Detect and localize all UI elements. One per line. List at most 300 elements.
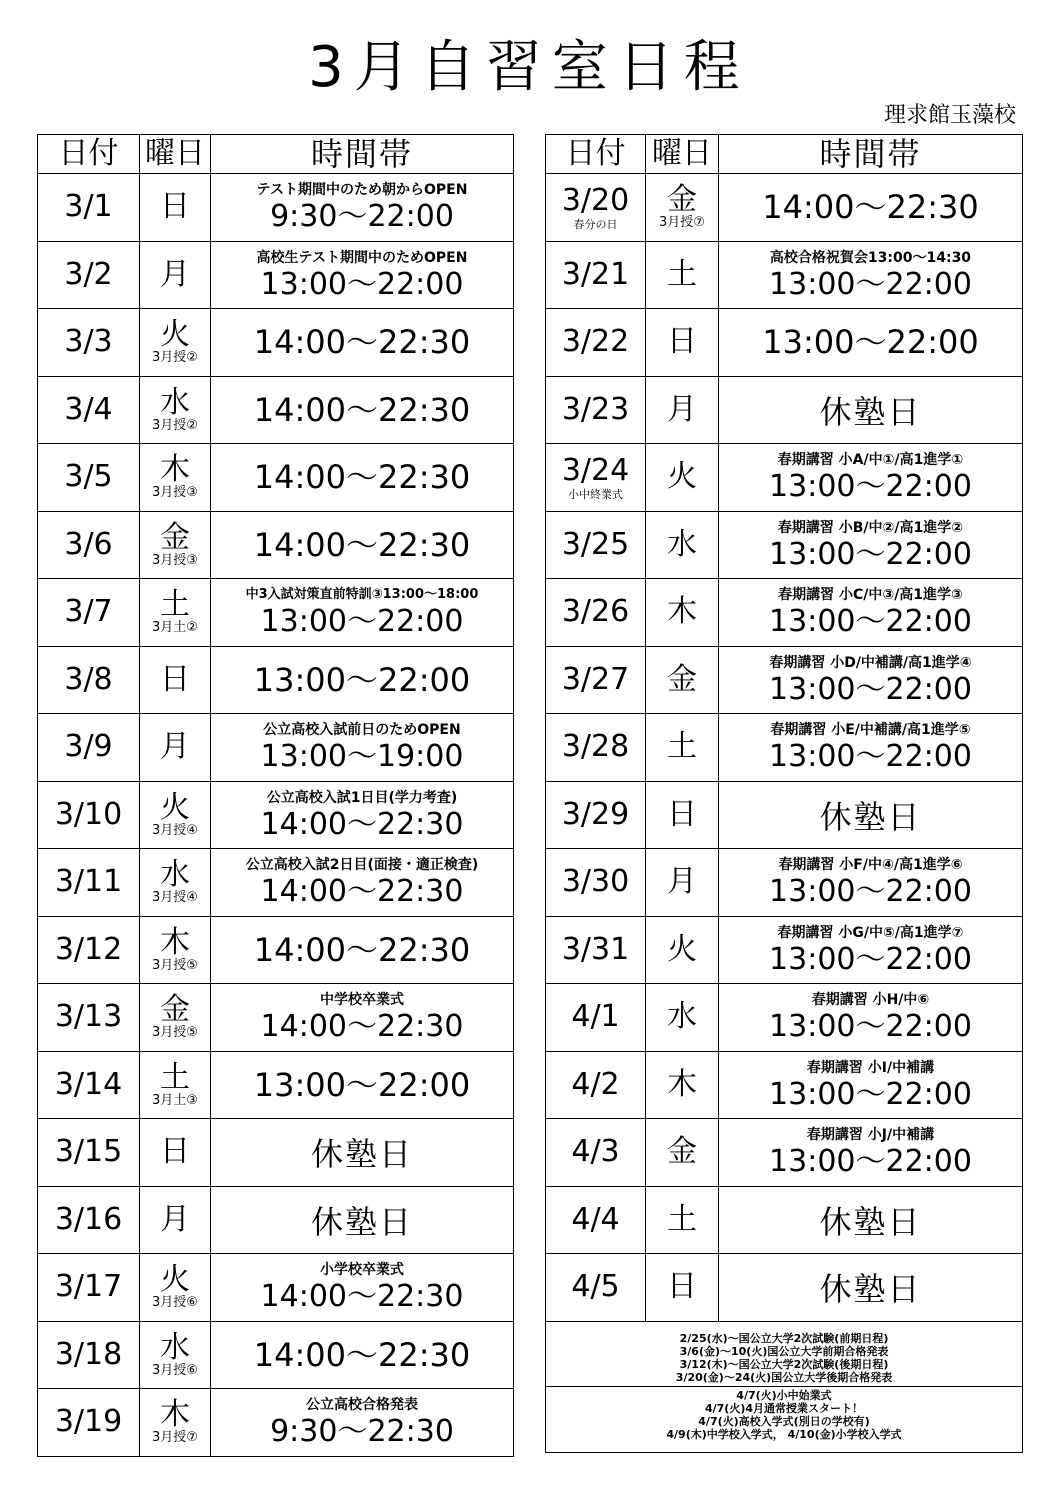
date-cell	[546, 309, 646, 377]
schedule-row	[38, 1254, 514, 1322]
weekday-cell	[140, 241, 211, 309]
weekday-cell	[140, 984, 211, 1052]
weekday: 月	[160, 1201, 190, 1237]
date-event: 小中終業式	[568, 487, 623, 501]
date: 3/17	[54, 1269, 123, 1305]
time-cell	[719, 1254, 1023, 1322]
time-range: 13:00～22:00	[769, 536, 972, 572]
note-line: 2/25(水)～国公立大学2次試験(前期日程)	[679, 1332, 889, 1345]
date-cell	[546, 646, 646, 714]
schedule-row	[546, 241, 1023, 309]
weekday: 火	[160, 317, 190, 353]
class-session: 3月授④	[152, 890, 198, 906]
schedule-row	[546, 444, 1023, 512]
time-range: 13:00～22:00	[769, 469, 972, 505]
date-cell	[546, 1186, 646, 1254]
weekday-cell	[140, 579, 211, 647]
notes-cell	[546, 1321, 1023, 1452]
time-range: 14:00～22:30	[253, 458, 471, 497]
weekday: 水	[667, 526, 697, 562]
date: 3/31	[561, 931, 630, 967]
weekday-cell	[140, 376, 211, 444]
time-range: 13:00～22:00	[769, 1144, 972, 1180]
date: 4/5	[571, 1269, 620, 1305]
date-cell	[546, 1051, 646, 1119]
time-range: 13:00～22:00	[253, 660, 471, 699]
time-range: 13:00～22:00	[769, 604, 972, 640]
time-cell	[211, 916, 514, 984]
weekday: 日	[160, 661, 190, 697]
schedule-row	[546, 1186, 1023, 1254]
weekday: 火	[160, 1262, 190, 1298]
exam-notes	[546, 1330, 1022, 1386]
schedule-row	[38, 646, 514, 714]
time-note: 公立高校合格発表	[306, 1397, 418, 1414]
weekday-cell	[140, 916, 211, 984]
date-event: 春分の日	[573, 217, 618, 231]
page-title: 3月自習室日程	[308, 35, 750, 100]
date: 3/9	[64, 729, 113, 765]
date: 3/20	[561, 182, 630, 218]
time-range: 13:00～22:00	[260, 266, 464, 302]
time-range: 14:00～22:30	[260, 874, 464, 910]
date: 3/26	[561, 594, 630, 630]
class-session: 3月授⑥	[152, 1295, 198, 1311]
schedule-row	[546, 714, 1023, 782]
class-session: 3月授⑤	[152, 1025, 198, 1041]
schedule-row	[546, 916, 1023, 984]
date: 3/15	[54, 1134, 123, 1170]
time-note: 春期講習 小E/中補講/高1進学⑤	[770, 722, 971, 739]
time-cell	[719, 174, 1023, 242]
date: 3/23	[561, 391, 630, 427]
date-cell	[546, 444, 646, 512]
date-cell	[38, 1321, 140, 1389]
time-range: 13:00～19:00	[260, 739, 464, 775]
weekday: 木	[667, 1066, 697, 1102]
time-cell	[211, 984, 514, 1052]
date-cell	[38, 714, 140, 782]
time-note: 高校生テスト期間中のためOPEN	[256, 249, 468, 266]
weekday: 水	[160, 857, 190, 893]
weekday-cell	[140, 511, 211, 579]
class-session: 3月授②	[152, 350, 198, 366]
date-cell	[546, 984, 646, 1052]
time-cell	[211, 309, 514, 377]
note-line: 4/7(火)小中始業式	[736, 1389, 832, 1402]
date-cell	[38, 1254, 140, 1322]
class-session: 3月授⑤	[152, 957, 198, 973]
weekday-cell	[140, 714, 211, 782]
time-cell	[719, 241, 1023, 309]
weekday: 土	[160, 587, 190, 623]
time-note: 春期講習 小B/中②/高1進学②	[777, 519, 964, 536]
date: 4/3	[571, 1134, 620, 1170]
weekday: 土	[667, 1201, 697, 1237]
schedule-row	[546, 849, 1023, 917]
class-session: 3月授⑦	[152, 1430, 198, 1446]
time-range: 13:00～22:00	[769, 874, 972, 910]
weekday: 金	[667, 1134, 697, 1170]
time-cell	[719, 511, 1023, 579]
weekday-cell	[646, 984, 719, 1052]
time-note: 高校合格祝賀会13:00～14:30	[769, 249, 972, 266]
weekday-cell	[646, 174, 719, 242]
schedule-row	[546, 1119, 1023, 1187]
date-cell	[38, 849, 140, 917]
weekday: 水	[160, 384, 190, 420]
weekday: 木	[160, 452, 190, 488]
weekday: 火	[160, 789, 190, 825]
weekday: 日	[667, 796, 697, 832]
weekday: 日	[667, 324, 697, 360]
date-cell	[546, 511, 646, 579]
schedule-row	[38, 1321, 514, 1389]
time-cell	[211, 1051, 514, 1119]
date-cell	[38, 781, 140, 849]
header-weekday: 曜日	[646, 135, 719, 174]
weekday: 日	[160, 189, 190, 225]
time-range: 14:00～22:30	[253, 1335, 471, 1374]
time-range: 14:00～22:30	[260, 1279, 464, 1315]
weekday-cell	[646, 1186, 719, 1254]
date: 3/14	[54, 1066, 123, 1102]
weekday-cell	[646, 444, 719, 512]
weekday: 月	[160, 256, 190, 292]
date: 3/2	[64, 256, 113, 292]
time-cell	[719, 781, 1023, 849]
time-cell	[211, 376, 514, 444]
date: 3/27	[561, 661, 630, 697]
weekday-cell	[140, 849, 211, 917]
time-note: 中学校卒業式	[320, 992, 404, 1009]
schedule-row	[38, 916, 514, 984]
time-note: 春期講習 小H/中⑥	[811, 992, 930, 1009]
weekday-cell	[646, 849, 719, 917]
schedule-row	[38, 1389, 514, 1457]
date: 3/16	[54, 1201, 123, 1237]
date: 3/4	[64, 391, 113, 427]
time-cell	[719, 1119, 1023, 1187]
time-cell	[719, 444, 1023, 512]
time-cell	[719, 714, 1023, 782]
header-time: 時間帯	[719, 135, 1023, 174]
closed-day: 休塾日	[310, 1135, 413, 1174]
time-range: 13:00～22:00	[769, 1076, 972, 1112]
weekday-cell	[140, 781, 211, 849]
weekday: 木	[667, 594, 697, 630]
schedule-row	[38, 241, 514, 309]
date-cell	[38, 1119, 140, 1187]
weekday: 土	[160, 1059, 190, 1095]
date-cell	[38, 579, 140, 647]
time-note: 中3入試対策直前特訓③13:00～18:00	[245, 587, 479, 603]
weekday: 金	[667, 182, 697, 218]
time-cell	[211, 511, 514, 579]
date: 3/8	[64, 661, 113, 697]
schedule-row	[38, 1119, 514, 1187]
schedule-row	[38, 1051, 514, 1119]
weekday-cell	[140, 1051, 211, 1119]
weekday: 金	[160, 519, 190, 555]
date: 3/29	[561, 796, 630, 832]
schedule-row	[38, 849, 514, 917]
weekday-cell	[140, 174, 211, 242]
weekday-cell	[646, 309, 719, 377]
schedule-row	[546, 646, 1023, 714]
time-cell	[211, 1389, 514, 1457]
time-range: 13:00～22:00	[260, 604, 464, 640]
schedule-row	[546, 1051, 1023, 1119]
date-cell	[546, 714, 646, 782]
time-range: 13:00～22:00	[769, 266, 972, 302]
weekday: 金	[160, 992, 190, 1028]
weekday: 土	[667, 256, 697, 292]
schedule-row	[546, 174, 1023, 242]
schedule-row	[38, 781, 514, 849]
date-cell	[38, 1186, 140, 1254]
weekday: 月	[160, 729, 190, 765]
class-session: 3月土③	[152, 1092, 198, 1108]
weekday-cell	[646, 781, 719, 849]
date: 3/5	[64, 459, 113, 495]
date: 4/4	[571, 1201, 620, 1237]
date: 3/30	[561, 864, 630, 900]
schedule-row	[546, 511, 1023, 579]
weekday-cell	[646, 646, 719, 714]
schedule-row	[38, 714, 514, 782]
weekday: 水	[160, 1329, 190, 1365]
april-notes	[546, 1386, 1022, 1443]
time-range: 14:00～22:30	[253, 323, 471, 362]
schedule-row	[546, 376, 1023, 444]
weekday: 火	[667, 459, 697, 495]
time-cell	[719, 579, 1023, 647]
date: 3/18	[54, 1336, 123, 1372]
schedule-row	[546, 984, 1023, 1052]
weekday-cell	[646, 579, 719, 647]
time-range: 14:00～22:30	[260, 1009, 464, 1045]
class-session: 3月授⑥	[152, 1362, 198, 1378]
time-cell	[719, 1051, 1023, 1119]
closed-day: 休塾日	[819, 1202, 922, 1241]
closed-day: 休塾日	[819, 797, 922, 836]
school-name: 理求館玉藻校	[883, 103, 1016, 128]
date-cell	[38, 174, 140, 242]
date-cell	[38, 241, 140, 309]
weekday-cell	[140, 1186, 211, 1254]
schedule-row	[546, 1254, 1023, 1322]
date: 3/1	[64, 189, 113, 225]
time-range: 9:30～22:00	[270, 199, 454, 235]
date: 3/24	[561, 452, 630, 488]
schedule-row	[38, 1186, 514, 1254]
date: 3/12	[54, 931, 123, 967]
time-note: 春期講習 小C/中③/高1進学③	[778, 587, 963, 604]
date-cell	[38, 511, 140, 579]
weekday: 月	[667, 391, 697, 427]
weekday-cell	[646, 1051, 719, 1119]
weekday: 木	[160, 1397, 190, 1433]
weekday: 火	[667, 931, 697, 967]
date: 3/6	[64, 526, 113, 562]
date: 3/11	[54, 864, 123, 900]
weekday: 金	[667, 661, 697, 697]
time-cell	[211, 781, 514, 849]
time-cell	[211, 174, 514, 242]
weekday-cell	[140, 309, 211, 377]
weekday: 水	[667, 999, 697, 1035]
time-note: 春期講習 小F/中④/高1進学⑥	[778, 857, 963, 874]
date: 3/22	[561, 324, 630, 360]
schedule-row	[38, 309, 514, 377]
time-cell	[211, 646, 514, 714]
time-cell	[211, 1186, 514, 1254]
header-date: 日付	[38, 135, 140, 174]
date: 3/10	[54, 796, 123, 832]
date-cell	[546, 781, 646, 849]
weekday: 木	[160, 924, 190, 960]
note-line: 4/7(火)高校入学式(別日の学校有)	[698, 1415, 870, 1428]
date-cell	[546, 241, 646, 309]
weekday-cell	[140, 1321, 211, 1389]
time-range: 13:00～22:00	[769, 739, 972, 775]
weekday-cell	[646, 916, 719, 984]
time-range: 14:00～22:30	[253, 525, 471, 564]
time-cell	[211, 579, 514, 647]
time-note: テスト期間中のため朝からOPEN	[256, 182, 468, 199]
date-cell	[38, 444, 140, 512]
weekday-cell	[646, 1254, 719, 1322]
time-cell	[211, 849, 514, 917]
time-cell	[719, 849, 1023, 917]
weekday-cell	[646, 714, 719, 782]
class-session: 3月授④	[152, 822, 198, 838]
date: 3/21	[561, 256, 630, 292]
date-cell	[38, 376, 140, 444]
date-cell	[38, 646, 140, 714]
time-note: 春期講習 小A/中①/高1進学①	[777, 452, 964, 469]
date-cell	[546, 174, 646, 242]
time-range: 13:00～22:00	[253, 1065, 471, 1104]
time-note: 春期講習 小D/中補講/高1進学④	[769, 654, 972, 671]
date-cell	[546, 849, 646, 917]
schedule-row	[38, 984, 514, 1052]
date: 3/19	[54, 1404, 123, 1440]
note-line: 4/9(木)中学校入学式， 4/10(金)小学校入学式	[666, 1428, 902, 1441]
schedule-table-left	[37, 134, 514, 1457]
time-range: 14:00～22:30	[260, 806, 464, 842]
date-cell	[546, 579, 646, 647]
schedule-row	[546, 579, 1023, 647]
schedule-row	[38, 444, 514, 512]
date: 4/1	[571, 999, 620, 1035]
date: 3/7	[64, 594, 113, 630]
weekday-cell	[646, 511, 719, 579]
class-session: 3月授②	[152, 417, 198, 433]
time-cell	[211, 444, 514, 512]
time-range: 13:00～22:00	[769, 1009, 972, 1045]
weekday-cell	[140, 646, 211, 714]
schedule-row	[38, 376, 514, 444]
weekday: 日	[160, 1134, 190, 1170]
time-note: 公立高校入試1日目(学力考査)	[266, 789, 458, 806]
closed-day: 休塾日	[310, 1202, 413, 1241]
class-session: 3月授③	[152, 485, 198, 501]
weekday-cell	[140, 1389, 211, 1457]
closed-day: 休塾日	[819, 1270, 922, 1309]
time-cell	[211, 1254, 514, 1322]
time-range: 14:00～22:30	[253, 390, 471, 429]
header-date: 日付	[546, 135, 646, 174]
class-session: 3月授③	[152, 552, 198, 568]
time-note: 春期講習 小I/中補講	[806, 1059, 935, 1076]
schedule-row	[38, 174, 514, 242]
header-time: 時間帯	[211, 135, 514, 174]
time-cell	[719, 646, 1023, 714]
note-line: 3/6(金)～10(火)国公立大学前期合格発表	[679, 1345, 889, 1358]
date: 3/13	[54, 999, 123, 1035]
time-cell	[719, 376, 1023, 444]
weekday: 日	[667, 1269, 697, 1305]
weekday-cell	[140, 1119, 211, 1187]
date-cell	[546, 916, 646, 984]
note-line: 4/7(火)4月通常授業スタート！	[704, 1402, 864, 1415]
time-note: 公立高校入試2日目(面接・適正検査)	[245, 857, 479, 874]
time-cell	[719, 309, 1023, 377]
date-cell	[38, 309, 140, 377]
date: 4/2	[571, 1066, 620, 1102]
time-cell	[211, 1119, 514, 1187]
time-range: 14:00～22:30	[253, 930, 471, 969]
note-line: 3/12(木)～国公立大学2次試験(後期日程)	[679, 1358, 889, 1371]
time-range: 14:00～22:30	[762, 188, 979, 227]
date: 3/25	[561, 526, 630, 562]
date-cell	[546, 1119, 646, 1187]
closed-day: 休塾日	[819, 392, 922, 431]
date-cell	[38, 916, 140, 984]
class-session: 3月土②	[152, 620, 198, 636]
weekday-cell	[646, 376, 719, 444]
weekday: 月	[667, 864, 697, 900]
weekday-cell	[140, 1254, 211, 1322]
schedule-row	[38, 511, 514, 579]
time-cell	[211, 1321, 514, 1389]
date-cell	[38, 984, 140, 1052]
date-cell	[546, 376, 646, 444]
time-note: 小学校卒業式	[320, 1262, 404, 1279]
time-note: 春期講習 小G/中⑤/高1進学⑦	[777, 924, 964, 941]
class-session: 3月授⑦	[659, 215, 705, 231]
date-cell	[38, 1389, 140, 1457]
time-cell	[719, 1186, 1023, 1254]
time-range: 13:00～22:00	[762, 323, 979, 362]
header-weekday: 曜日	[140, 135, 211, 174]
date: 3/3	[64, 324, 113, 360]
time-note: 春期講習 小J/中補講	[806, 1127, 935, 1144]
weekday-cell	[140, 444, 211, 512]
date-cell	[38, 1051, 140, 1119]
time-cell	[719, 984, 1023, 1052]
schedule-row	[38, 579, 514, 647]
time-cell	[211, 714, 514, 782]
time-range: 13:00～22:00	[769, 671, 972, 707]
weekday-cell	[646, 1119, 719, 1187]
time-cell	[719, 916, 1023, 984]
schedule-table-right	[545, 134, 1023, 1453]
date-cell	[546, 1254, 646, 1322]
time-note: 公立高校入試前日のためOPEN	[263, 722, 461, 739]
